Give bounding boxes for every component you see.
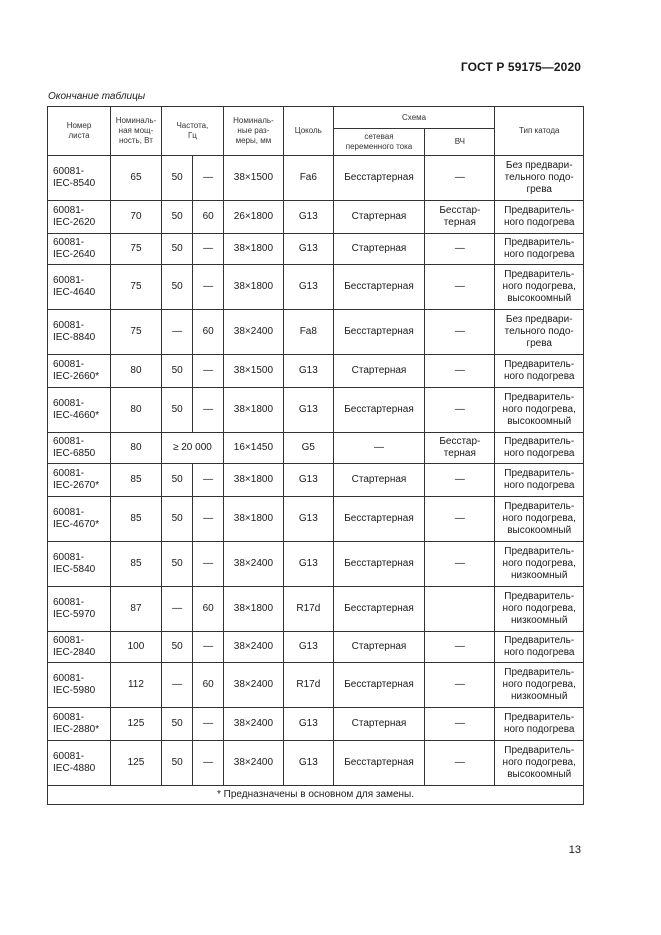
table-row [48, 542, 584, 587]
cell-cathode-type: Предваритель- ного подогрева, низкоомный [495, 587, 584, 632]
table-row [48, 663, 584, 708]
cell-scheme-hf: — [425, 542, 495, 587]
cell-nominal-power: 80 [111, 388, 162, 433]
header-frequency: Частота, Гц [161, 107, 223, 156]
cell-base: G13 [283, 542, 333, 587]
cell-sheet-number: 60081- IEC-2640 [48, 234, 111, 265]
cell-nominal-power: 125 [111, 741, 162, 786]
cell-nominal-power: 75 [111, 265, 162, 310]
header-sheet-number: Номер листа [48, 107, 111, 156]
cell-nominal-size: 38×2400 [223, 632, 283, 663]
cell-frequency-50: 50 [161, 388, 193, 433]
header-scheme: Схема [333, 107, 495, 129]
cell-nominal-power: 87 [111, 587, 162, 632]
cell-cathode-type: Предваритель- ного подогрева [495, 433, 584, 464]
cell-scheme-ac: Бесстартерная [333, 587, 425, 632]
header-nominal-size: Номиналь- ные раз- меры, мм [223, 107, 283, 156]
table-row [48, 388, 584, 433]
cell-frequency-60: — [193, 542, 224, 587]
cell-nominal-power: 112 [111, 663, 162, 708]
table-row [48, 355, 584, 388]
cell-frequency-50: 50 [161, 201, 193, 234]
cell-scheme-ac: Бесстартерная [333, 310, 425, 355]
cell-sheet-number: 60081- IEC-5970 [48, 587, 111, 632]
cell-scheme-hf: — [425, 663, 495, 708]
table-body [48, 156, 584, 786]
cell-scheme-ac: Бесстартерная [333, 265, 425, 310]
page-number: 13 [568, 844, 581, 856]
cell-frequency-60: — [193, 497, 224, 542]
cell-scheme-hf: — [425, 632, 495, 663]
cell-nominal-power: 85 [111, 464, 162, 497]
cell-scheme-hf: — [425, 741, 495, 786]
cell-base: Fa6 [283, 156, 333, 201]
cell-nominal-size: 38×2400 [223, 542, 283, 587]
cell-nominal-power: 70 [111, 201, 162, 234]
cell-sheet-number: 60081- IEC-2840 [48, 632, 111, 663]
header-cathode-type: Тип катода [495, 107, 584, 156]
cell-cathode-type: Предваритель- ного подогрева, высокоомный [495, 388, 584, 433]
cell-nominal-size: 38×2400 [223, 741, 283, 786]
cell-sheet-number: 60081- IEC-2660* [48, 355, 111, 388]
cell-cathode-type: Предваритель- ного подогрева, высокоомный [495, 497, 584, 542]
cell-scheme-hf: — [425, 265, 495, 310]
cell-cathode-type: Предваритель- ного подогрева [495, 355, 584, 388]
cell-frequency-60: 60 [193, 587, 224, 632]
cell-cathode-type: Без предвари- тельного подо- грева [495, 156, 584, 201]
table-row [48, 497, 584, 542]
cell-frequency-60: — [193, 708, 224, 741]
cell-cathode-type: Предваритель- ного подогрева [495, 234, 584, 265]
cell-nominal-size: 38×1800 [223, 497, 283, 542]
table-row [48, 433, 584, 464]
cell-frequency-50: 50 [161, 156, 193, 201]
cell-frequency-50: — [161, 310, 193, 355]
table-row [48, 587, 584, 632]
cell-frequency-50: 50 [161, 708, 193, 741]
cell-cathode-type: Предваритель- ного подогрева [495, 632, 584, 663]
cell-scheme-hf: Бесстар- терная [425, 201, 495, 234]
cell-nominal-size: 38×2400 [223, 310, 283, 355]
cell-nominal-size: 38×1800 [223, 234, 283, 265]
cell-frequency-60: — [193, 388, 224, 433]
cell-frequency-50: 50 [161, 355, 193, 388]
cell-frequency-50: 50 [161, 234, 193, 265]
cell-nominal-size: 38×1800 [223, 464, 283, 497]
cell-frequency-60: 60 [193, 201, 224, 234]
cell-scheme-ac: — [333, 433, 425, 464]
cell-nominal-power: 100 [111, 632, 162, 663]
cell-base: Fa8 [283, 310, 333, 355]
table-row [48, 632, 584, 663]
cell-frequency-60: 60 [193, 310, 224, 355]
cell-nominal-size: 38×2400 [223, 663, 283, 708]
cell-frequency-50: 50 [161, 464, 193, 497]
cell-frequency-50: 50 [161, 542, 193, 587]
cell-sheet-number: 60081- IEC-8540 [48, 156, 111, 201]
cell-scheme-hf: — [425, 497, 495, 542]
table-row [48, 741, 584, 786]
cell-scheme-hf [425, 587, 495, 632]
cell-sheet-number: 60081- IEC-6850 [48, 433, 111, 464]
cell-nominal-size: 38×1800 [223, 388, 283, 433]
cell-nominal-size: 38×1500 [223, 156, 283, 201]
cell-scheme-ac: Бесстартерная [333, 388, 425, 433]
cell-sheet-number: 60081- IEC-5840 [48, 542, 111, 587]
cell-sheet-number: 60081- IEC-2670* [48, 464, 111, 497]
cell-scheme-hf: — [425, 156, 495, 201]
cell-base: G13 [283, 388, 333, 433]
cell-nominal-size: 38×1800 [223, 587, 283, 632]
cell-nominal-power: 80 [111, 355, 162, 388]
cell-nominal-power: 85 [111, 542, 162, 587]
cell-scheme-ac: Бесстартерная [333, 741, 425, 786]
cell-sheet-number: 60081- IEC-2620 [48, 201, 111, 234]
cell-sheet-number: 60081- IEC-5980 [48, 663, 111, 708]
cell-scheme-hf: — [425, 355, 495, 388]
table-row [48, 156, 584, 201]
cell-frequency-50: 50 [161, 741, 193, 786]
cell-cathode-type: Предваритель- ного подогрева [495, 464, 584, 497]
cell-scheme-ac: Стартерная [333, 355, 425, 388]
cell-frequency-50: 50 [161, 632, 193, 663]
cell-scheme-hf: — [425, 464, 495, 497]
header-scheme-ac: сетевая переменного тока [333, 129, 425, 156]
cell-base: G13 [283, 708, 333, 741]
cell-cathode-type: Предваритель- ного подогрева [495, 708, 584, 741]
cell-scheme-ac: Бесстартерная [333, 497, 425, 542]
cell-frequency-60: — [193, 355, 224, 388]
cell-base: G13 [283, 464, 333, 497]
cell-frequency-60: — [193, 464, 224, 497]
table-caption: Окончание таблицы [48, 91, 146, 102]
cell-base: G13 [283, 355, 333, 388]
table-row [48, 265, 584, 310]
cell-sheet-number: 60081- IEC-4660* [48, 388, 111, 433]
cell-base: G5 [283, 433, 333, 464]
table-row [48, 310, 584, 355]
cell-base: G13 [283, 234, 333, 265]
cell-base: R17d [283, 587, 333, 632]
cell-cathode-type: Предваритель- ного подогрева, высокоомный [495, 265, 584, 310]
cell-nominal-size: 38×1500 [223, 355, 283, 388]
standard-designation: ГОСТ Р 59175—2020 [460, 60, 581, 74]
cell-sheet-number: 60081- IEC-4640 [48, 265, 111, 310]
cell-cathode-type: Без предвари- тельного подо- грева [495, 310, 584, 355]
cell-scheme-hf: — [425, 388, 495, 433]
cell-scheme-ac: Бесстартерная [333, 663, 425, 708]
cell-scheme-ac: Стартерная [333, 632, 425, 663]
cell-base: G13 [283, 497, 333, 542]
cell-base: R17d [283, 663, 333, 708]
cell-scheme-hf: — [425, 708, 495, 741]
cell-nominal-power: 85 [111, 497, 162, 542]
cell-frequency: ≥ 20 000 [161, 433, 223, 464]
cell-frequency-50: — [161, 663, 193, 708]
cell-nominal-size: 38×2400 [223, 708, 283, 741]
cell-nominal-size: 38×1800 [223, 265, 283, 310]
cell-scheme-ac: Стартерная [333, 201, 425, 234]
cell-frequency-60: — [193, 741, 224, 786]
cell-scheme-ac: Бесстартерная [333, 156, 425, 201]
cell-scheme-ac: Стартерная [333, 234, 425, 265]
table-row [48, 201, 584, 234]
cell-nominal-power: 75 [111, 234, 162, 265]
cell-scheme-hf: — [425, 234, 495, 265]
cell-sheet-number: 60081- IEC-2880* [48, 708, 111, 741]
cell-frequency-60: — [193, 156, 224, 201]
cell-base: G13 [283, 265, 333, 310]
cell-base: G13 [283, 741, 333, 786]
cell-cathode-type: Предваритель- ного подогрева, низкоомный [495, 542, 584, 587]
cell-scheme-ac: Стартерная [333, 708, 425, 741]
cell-base: G13 [283, 632, 333, 663]
header-nominal-power: Номиналь- ная мощ- ность, Вт [111, 107, 162, 156]
cell-frequency-60: 60 [193, 663, 224, 708]
cell-sheet-number: 60081- IEC-8840 [48, 310, 111, 355]
cell-scheme-ac: Стартерная [333, 464, 425, 497]
cell-cathode-type: Предваритель- ного подогрева [495, 201, 584, 234]
header-scheme-hf: ВЧ [425, 129, 495, 156]
cell-frequency-60: — [193, 265, 224, 310]
cell-sheet-number: 60081- IEC-4880 [48, 741, 111, 786]
cell-nominal-power: 125 [111, 708, 162, 741]
header-base: Цоколь [283, 107, 333, 156]
table-row [48, 708, 584, 741]
cell-frequency-60: — [193, 234, 224, 265]
cell-nominal-power: 65 [111, 156, 162, 201]
cell-sheet-number: 60081- IEC-4670* [48, 497, 111, 542]
cell-scheme-hf: — [425, 310, 495, 355]
cell-nominal-size: 26×1800 [223, 201, 283, 234]
cell-nominal-size: 16×1450 [223, 433, 283, 464]
cell-frequency-50: 50 [161, 497, 193, 542]
cell-nominal-power: 80 [111, 433, 162, 464]
cell-frequency-50: 50 [161, 265, 193, 310]
table-row [48, 464, 584, 497]
cell-scheme-ac: Бесстартерная [333, 542, 425, 587]
table-row [48, 234, 584, 265]
cell-base: G13 [283, 201, 333, 234]
table-footnote: * Предназначены в основном для замены. [48, 786, 584, 805]
cell-cathode-type: Предваритель- ного подогрева, низкоомный [495, 663, 584, 708]
lamp-spec-table [47, 106, 584, 805]
cell-scheme-hf: Бесстар- терная [425, 433, 495, 464]
cell-cathode-type: Предваритель- ного подогрева, высокоомный [495, 741, 584, 786]
cell-frequency-60: — [193, 632, 224, 663]
cell-nominal-power: 75 [111, 310, 162, 355]
cell-frequency-50: — [161, 587, 193, 632]
